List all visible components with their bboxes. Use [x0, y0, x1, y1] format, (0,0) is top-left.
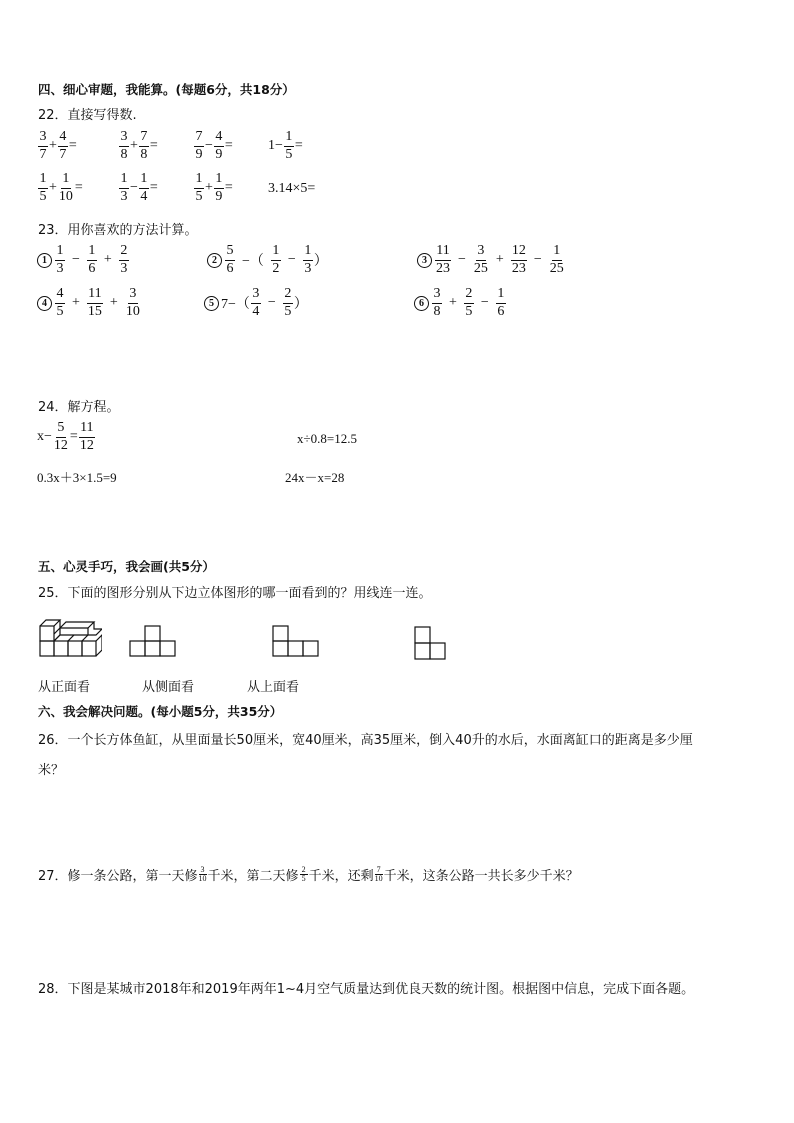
fraction: $\frac{12}{23}$ [511, 243, 526, 276]
q23-item-2: 2 $\frac{5}{6}$ −（ $\frac{1}{2}$ − $\frac{1}{3}$ ） [207, 244, 328, 276]
fraction: $\frac{4}{5}$ [56, 286, 64, 319]
fraction: $\frac{1}{10}$ [58, 171, 73, 204]
fraction: $\frac{2}{5}$ [301, 865, 306, 883]
fraction: $\frac{3}{4}$ [252, 286, 260, 319]
fraction: $\frac{1}{9}$ [215, 171, 223, 204]
view-label-side: 从侧面看 [142, 680, 195, 695]
item-number-badge: 4 [37, 296, 52, 311]
item-number-badge: 5 [204, 296, 219, 311]
q23-item-4: 4 $\frac{4}{5}$ + $\frac{11}{15}$ + $\frac{3}{10}$ [37, 287, 142, 319]
fraction: $\frac{3}{10}$ [198, 865, 207, 883]
q22-label: 22．直接写得数. [38, 108, 137, 123]
q22-r1-e4: 1− $\frac{1}{5}$ = [268, 129, 303, 162]
q25-label: 25．下面的图形分别从下边立体图形的哪一面看到的？用线连一连。 [38, 586, 432, 601]
fraction: $\frac{3}{10}$ [125, 286, 140, 319]
q28-text: 28．下图是某城市2018年和2019年两年1~4月空气质量达到优良天数的统计图。根据图中信息，完成下面各题。 [38, 982, 695, 997]
fraction: $\frac{3}{8}$ [120, 129, 128, 162]
q24-eq-4: 24x－x=28 [285, 470, 345, 485]
fraction: $\frac{7}{8}$ [140, 129, 148, 162]
fraction: $\frac{3}{7}$ [39, 129, 47, 162]
fraction: $\frac{7}{10}$ [374, 865, 383, 883]
fraction: $\frac{1}{5}$ [285, 129, 293, 162]
side-view-diagram [272, 624, 320, 658]
item-number-badge: 3 [417, 253, 432, 268]
fraction: $\frac{2}{5}$ [465, 286, 473, 319]
q22-r2-e1: $\frac{1}{5}$ + $\frac{1}{10}$ = [39, 171, 83, 204]
fraction: $\frac{3}{25}$ [473, 243, 488, 276]
fraction: $\frac{2}{3}$ [120, 243, 128, 276]
section-5-heading: 五、心灵手巧，我会画(共5分） [38, 559, 215, 574]
fraction: $\frac{1}{6}$ [88, 243, 96, 276]
q23-label: 23．用你喜欢的方法计算。 [38, 223, 198, 238]
q24-label: 24．解方程。 [38, 400, 120, 415]
fraction: $\frac{11}{23}$ [436, 243, 450, 276]
q22-r2-e2: $\frac{1}{3}$ − $\frac{1}{4}$ = [120, 171, 158, 204]
q24-eq-2: x÷0.8=12.5 [297, 431, 357, 446]
fraction: $\frac{1}{2}$ [272, 243, 280, 276]
fraction: $\frac{3}{8}$ [433, 286, 441, 319]
fraction: $\frac{1}{3}$ [304, 243, 312, 276]
fraction: $\frac{1}{5}$ [39, 171, 47, 204]
fraction: $\frac{2}{5}$ [284, 286, 292, 319]
q23-item-6: 6 $\frac{3}{8}$ + $\frac{2}{5}$ − $\frac{1}{6}$ [414, 287, 507, 319]
view-label-top: 从上面看 [247, 680, 300, 695]
q23-item-1: 1 $\frac{1}{3}$ − $\frac{1}{6}$ + $\frac{2}{3}$ [37, 244, 130, 276]
item-number-badge: 1 [37, 253, 52, 268]
q22-r1-e1: $\frac{3}{7}$ + $\frac{4}{7}$ = [39, 129, 77, 162]
section-4-heading: 四、细心审题，我能算。(每题6分，共18分） [38, 82, 295, 97]
fraction: $\frac{1}{4}$ [140, 171, 148, 204]
fraction: $\frac{4}{9}$ [215, 129, 223, 162]
q26-line-2: 米？ [38, 763, 65, 778]
q22-r2-e3: $\frac{1}{5}$ + $\frac{1}{9}$ = [195, 171, 233, 204]
item-number-badge: 2 [207, 253, 222, 268]
item-number-badge: 6 [414, 296, 429, 311]
top-view-diagram [414, 624, 448, 662]
q27-text: 27．修一条公路，第一天修 $\frac{3}{10}$ 千米，第二天修 $\frac{2}{5}$ 千米，还剩 $\frac{7}{10}$ 千米，这条公路一共长多少千米？ [38, 865, 579, 884]
fraction: $\frac{1}{5}$ [195, 171, 203, 204]
solid-figure-diagram [36, 614, 102, 660]
q22-r1-e3: $\frac{7}{9}$ − $\frac{4}{9}$ = [195, 129, 233, 162]
front-view-diagram [129, 624, 177, 658]
fraction: $\frac{4}{7}$ [59, 129, 67, 162]
section-6-heading: 六、我会解决问题。(每小题5分，共35分） [38, 704, 283, 719]
fraction: $\frac{1}{3}$ [56, 243, 64, 276]
fraction: $\frac{1}{3}$ [120, 171, 128, 204]
q24-eq-1: x− $\frac{5}{12}$ = $\frac{11}{12}$ [37, 420, 94, 453]
view-label-front: 从正面看 [38, 680, 91, 695]
fraction: $\frac{5}{12}$ [53, 420, 68, 453]
q24-eq-3: 0.3x＋3×1.5=9 [37, 470, 117, 485]
q26-line-1: 26．一个长方体鱼缸，从里面量长50厘米，宽40厘米，高35厘米，倒入40升的水后，水面离缸口的距离是多少厘 [38, 733, 693, 748]
fraction: $\frac{11}{15}$ [87, 286, 102, 319]
fraction: $\frac{7}{9}$ [195, 129, 203, 162]
q23-item-3: 3 $\frac{11}{23}$ − $\frac{3}{25}$ + $\frac{12}{23}$ − $\frac{1}{25}$ [417, 244, 566, 276]
q22-r2-e4: 3.14×5= [268, 181, 316, 196]
fraction: $\frac{5}{6}$ [226, 243, 234, 276]
q22-r1-e2: $\frac{3}{8}$ + $\frac{7}{8}$ = [120, 129, 158, 162]
fraction: $\frac{1}{6}$ [497, 286, 505, 319]
fraction: $\frac{11}{12}$ [79, 420, 94, 453]
q23-item-5: 5 7−（ $\frac{3}{4}$ − $\frac{2}{5}$ ） [204, 287, 308, 319]
fraction: $\frac{1}{25}$ [549, 243, 564, 276]
